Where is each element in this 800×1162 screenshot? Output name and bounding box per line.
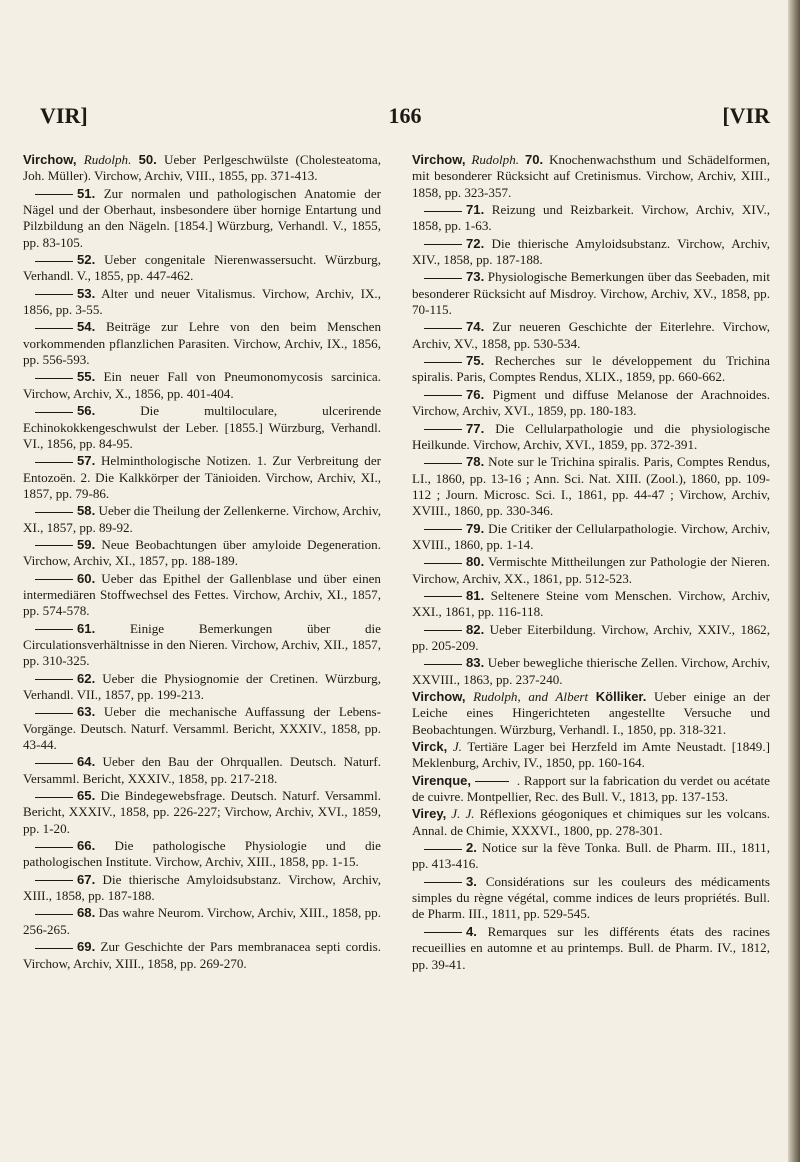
entry-text: Physiologische Bemerkungen über das Seebaden, mit besonderer Rücksicht auf Misdroy. Virchow, Archiv, XV., 1858, pp. 70-115.	[412, 269, 770, 318]
entry-number: 51.	[77, 185, 96, 201]
entry-text: Ueber die Physiognomie der Cretinen. Würzburg, Verhandl. VII., 1857, pp. 199-213.	[23, 670, 381, 702]
bibliography-entry	[23, 319, 381, 368]
entry-author: Virck,	[412, 739, 448, 755]
entry-author: Virchow,	[412, 689, 466, 704]
entry-number: 62.	[77, 670, 96, 686]
ditto-dash	[424, 563, 462, 564]
bibliography-entry	[23, 369, 381, 402]
ditto-dash	[35, 679, 73, 680]
ditto-dash	[35, 378, 73, 379]
bibliography-entry	[412, 773, 770, 806]
entry-number: 78.	[466, 454, 485, 470]
entry-number: 73.	[466, 269, 485, 285]
entry-text: Recherches sur le développement du Trichina spiralis. Paris, Comptes Rendus, XLIX., 1859, pp. 660-662.	[412, 353, 770, 385]
ditto-dash	[424, 932, 462, 933]
entry-text: Die pathologische Physiologie und die pathologischen Institute. Virchow, Archiv, XIII., 1858, pp. 1-15.	[23, 838, 381, 870]
bibliography-entry	[23, 252, 381, 285]
bibliography-entry	[412, 387, 770, 420]
bibliography-entry	[23, 621, 381, 670]
ditto-dash	[35, 763, 73, 764]
entry-text: Ueber den Bau der Ohrquallen. Deutsch. Naturf. Versamml. Bericht, XXXIV., 1858, pp. 217-218.	[23, 754, 381, 786]
entry-text: . Rapport sur la fabrication du verdet ou acétate de cuivre. Montpellier, Rec. des Bull. V., 1813, pp. 137-153.	[412, 772, 770, 805]
entry-text: Zur Geschichte der Pars membranacea septi cordis. Virchow, Archiv, XIII., 1858, pp. 269-270.	[23, 939, 381, 971]
entry-number: 2.	[466, 840, 477, 856]
entry-number: 56.	[77, 403, 96, 419]
ditto-dash	[424, 362, 462, 363]
header-left: VIR]	[40, 103, 88, 128]
entry-number: 63.	[77, 704, 96, 720]
ditto-dash	[35, 328, 73, 329]
entry-text: Die Cellularpathologie und die physiologische Heilkunde. Virchow, Archiv, XVI., 1859, pp. 372-391.	[412, 420, 770, 452]
entry-number: 83.	[466, 655, 485, 671]
entry-text: Ueber die mechanische Auffassung der Lebens-Vorgänge. Deutsch. Naturf. Versamml. Bericht, XXXIV., 1858, pp. 43-44.	[23, 704, 381, 753]
entry-author-forename: Rudolph.	[471, 152, 520, 167]
entry-author-2: Kölliker.	[595, 689, 647, 704]
entry-text: Neue Beobachtungen über amyloide Degeneration. Virchow, Archiv, XI., 1857, pp. 188-189.	[23, 536, 381, 569]
bibliography-entry	[412, 806, 770, 839]
entry-text: Knochenwachsthum und Schädelformen, mit besonderer Rücksicht auf Cretinismus. Virchow, Archiv, XIII., 1858, pp. 323-357.	[412, 152, 770, 200]
entry-text: Alter und neuer Vitalismus. Virchow, Archiv, IX., 1856, pp. 3-55.	[23, 285, 381, 318]
entry-text: Considérations sur les couleurs des médicaments simples du règne végétal, comme indices de leurs propriétés. Bull. de Pharm. III., 1811, pp. 529-545.	[412, 873, 770, 922]
entry-number: 57.	[77, 453, 96, 469]
ditto-dash	[424, 429, 462, 430]
bibliography-entry	[412, 319, 770, 352]
ditto-dash	[475, 781, 509, 782]
ditto-dash	[424, 278, 462, 279]
entry-number: 71.	[466, 202, 485, 218]
bibliography-entry	[23, 838, 381, 871]
entry-text: Die thierische Amyloidsubstanz. Virchow, Archiv, XIV., 1858, pp. 187-188.	[412, 235, 770, 268]
entry-text: Remarques sur les différents états des racines recueillies en automne et au printemps. Bull. de Pharm. IV., 1812, pp. 39-41.	[412, 923, 770, 972]
bibliography-entry	[412, 924, 770, 973]
bibliography-entry	[23, 872, 381, 905]
entry-text: Ueber Perlgeschwülste (Cholesteatoma, Joh. Müller). Virchow, Archiv, VIII., 1855, pp. 371-413.	[23, 152, 382, 184]
entry-author: Virey,	[412, 806, 447, 822]
left-column	[23, 152, 381, 973]
ditto-dash	[35, 880, 73, 881]
bibliography-entry	[23, 671, 381, 704]
bibliography-entry	[23, 286, 381, 319]
ditto-dash	[35, 948, 73, 949]
bibliography-entry	[412, 622, 770, 655]
entry-author: Virchow,	[412, 152, 466, 167]
bibliography-entry	[23, 704, 381, 753]
bibliography-entry	[23, 453, 381, 502]
entry-number: 81.	[466, 587, 485, 603]
entry-number: 76.	[466, 386, 485, 402]
bibliography-entry	[23, 503, 381, 536]
entry-number: 70.	[524, 152, 544, 167]
right-column	[412, 152, 770, 974]
bibliography-entry	[23, 537, 381, 570]
ditto-dash	[424, 664, 462, 665]
ditto-dash	[35, 797, 73, 798]
ditto-dash	[35, 579, 73, 580]
ditto-dash	[424, 529, 462, 530]
entry-text: Die Bindegewebsfrage. Deutsch. Naturf. Versamml. Bericht, XXXIV., 1858, pp. 226-227; Virchow, Archiv, XVI., 1859, pp. 1-20.	[23, 788, 381, 836]
bibliography-entry	[23, 905, 381, 938]
ditto-dash	[35, 914, 73, 915]
ditto-dash	[35, 294, 73, 295]
entry-text: Ueber die Theilung der Zellenkerne. Virchow, Archiv, XI., 1857, pp. 89-92.	[23, 503, 382, 535]
entry-number: 65.	[77, 788, 96, 804]
entry-number: 75.	[466, 353, 485, 369]
header-right: [VIR	[722, 103, 770, 128]
entry-number: 74.	[466, 319, 485, 335]
entry-text: Notice sur la fève Tonka. Bull. de Pharm. III., 1811, pp. 413-416.	[412, 840, 770, 872]
entry-number: 50.	[138, 152, 157, 167]
entry-number: 52.	[77, 252, 96, 268]
entry-text: Ueber congenitale Nierenwassersucht. Würzburg, Verhandl. V., 1855, pp. 447-462.	[23, 252, 381, 284]
ditto-dash	[35, 412, 73, 413]
bibliography-entry	[412, 588, 770, 621]
entry-text: Zur neueren Geschichte der Eiterlehre. Virchow, Archiv, XV., 1858, pp. 530-534.	[412, 319, 770, 351]
entry-text: Seltenere Steine vom Menschen. Virchow, Archiv, XXI., 1861, pp. 116-118.	[412, 587, 770, 620]
entry-author-forename: Rudolph.	[83, 152, 132, 167]
entry-number: 68.	[77, 905, 96, 921]
ditto-dash	[424, 882, 462, 883]
ditto-dash	[35, 629, 73, 630]
entry-text: Helminthologische Notizen. 1. Zur Verbreitung der Entozoën. 2. Die Kalkkörper der Tänioiden. Virchow, Archiv, XI., 1857, pp. 79-86.	[23, 453, 381, 501]
bibliography-entry	[23, 571, 381, 620]
bibliography-entry	[412, 152, 770, 201]
entry-number: 77.	[466, 420, 485, 436]
entry-text: Réflexions géogoniques et chimiques sur les volcans. Annal. de Chimie, XXXVI., 1800, pp. 278-301.	[412, 806, 770, 838]
entry-number: 53.	[77, 285, 96, 301]
ditto-dash	[424, 395, 462, 396]
ditto-dash	[424, 849, 462, 850]
entry-number: 60.	[77, 570, 96, 586]
entry-number: 58.	[77, 503, 96, 519]
entry-text: Das wahre Neurom. Virchow, Archiv, XIII., 1858, pp. 256-265.	[23, 905, 381, 937]
entry-text: Reizung und Reizbarkeit. Virchow, Archiv, XIV., 1858, pp. 1-63.	[412, 202, 771, 234]
ditto-dash	[424, 211, 462, 212]
entry-number: 72.	[466, 235, 485, 251]
bibliography-entry	[23, 788, 381, 837]
entry-text: Ueber bewegliche thierische Zellen. Virchow, Archiv, XXVIII., 1863, pp. 237-240.	[412, 655, 770, 687]
bibliography-entry	[412, 454, 770, 519]
ditto-dash	[424, 596, 462, 597]
bibliography-entry	[412, 655, 770, 688]
entry-number: 54.	[77, 319, 96, 335]
entry-number: 79.	[466, 520, 485, 536]
bibliography-entry	[23, 754, 381, 787]
ditto-dash	[424, 463, 462, 464]
entry-text: Tertiäre Lager bei Herzfeld im Amte Neustadt. [1849.] Meklenburg, Archiv, IV., 1850, pp. 160-164.	[412, 739, 770, 771]
ditto-dash	[424, 328, 462, 329]
ditto-dash	[424, 244, 462, 245]
entry-text: Vermischte Mittheilungen zur Pathologie der Nieren. Virchow, Archiv, XX., 1861, pp. 512-523.	[412, 554, 770, 586]
ditto-dash	[424, 630, 462, 631]
entry-text: Ueber einige an der Leiche eines Hingerichteten angestellte Versuche und Beobachtungen. Würzburg, Verhandl. I., 1850, pp. 318-321.	[412, 689, 770, 737]
bibliography-entry	[412, 353, 770, 386]
entry-text: Pigment und diffuse Melanose der Arachnoides. Virchow, Archiv, XVI., 1859, pp. 180-183.	[412, 386, 770, 419]
bibliography-entry	[412, 874, 770, 923]
entry-author-forename: Rudolph, and Albert	[473, 689, 589, 704]
entry-number: 64.	[77, 754, 96, 770]
bibliography-entry	[23, 152, 381, 185]
entry-text: Ueber das Epithel der Gallenblase und über einen intermediären Stoffwechsel des Fettes. Virchow, Archiv, XI., 1857, pp. 574-578.	[23, 570, 381, 619]
ditto-dash	[35, 512, 73, 513]
bibliography-entry	[412, 554, 770, 587]
entry-author-forename: J. J.	[451, 806, 475, 822]
entry-text: Note sur le Trichina spiralis. Paris, Comptes Rendus, LI., 1860, pp. 13-16 ; Ann. Sci. Nat. XIII. (Zool.), 1860, pp. 109-112 ; Journ. Microsc. Sci. I., 1861, pp. 44-47 ; Virchow, Archiv, XVIII., 1860, pp. 330-346.	[412, 454, 770, 519]
bibliography-entry	[412, 689, 770, 738]
entry-number: 59.	[77, 536, 96, 552]
bibliography-entry	[23, 939, 381, 972]
entry-number: 4.	[466, 923, 477, 939]
entry-text: Ueber Eiterbildung. Virchow, Archiv, XXIV., 1862, pp. 205-209.	[412, 621, 771, 653]
bibliography-entry	[412, 840, 770, 873]
entry-text: Einige Bemerkungen über die Circulationsverhältnisse in den Nieren. Virchow, Archiv, XII., 1857, pp. 310-325.	[23, 620, 381, 669]
entry-text: Die multiloculare, ulcerirende Echinokokkengeschwulst der Leber. [1855.] Würzburg, Verhandl. VI., 1856, pp. 84-95.	[23, 403, 382, 451]
entry-text: Die Critiker der Cellularpathologie. Virchow, Archiv, XVIII., 1860, pp. 1-14.	[412, 520, 770, 552]
entry-author: Virchow,	[23, 152, 77, 167]
entry-number: 80.	[466, 554, 485, 570]
entry-number: 55.	[77, 369, 96, 385]
ditto-dash	[35, 261, 73, 262]
bibliography-entry	[412, 269, 770, 318]
ditto-dash	[35, 545, 73, 546]
entry-number: 66.	[77, 838, 96, 854]
entry-author-forename: J.	[452, 739, 462, 755]
entry-text: Die thierische Amyloidsubstanz. Virchow, Archiv, XIII., 1858, pp. 187-188.	[23, 871, 381, 904]
page-number: 166	[388, 103, 422, 128]
ditto-dash	[35, 194, 73, 195]
entry-number: 67.	[77, 871, 96, 887]
page-edge	[788, 0, 800, 1162]
entry-number: 69.	[77, 939, 96, 955]
entry-number: 61.	[77, 620, 96, 636]
bibliography-entry	[23, 403, 381, 452]
entry-number: 82.	[466, 621, 485, 637]
ditto-dash	[35, 462, 73, 463]
bibliography-entry	[412, 739, 770, 772]
running-header	[40, 103, 770, 133]
ditto-dash	[35, 847, 73, 848]
entry-text: Beiträge zur Lehre von den beim Menschen vorkommenden pflanzlichen Parasiten. Virchow, Archiv, IX., 1856, pp. 556-593.	[23, 319, 381, 368]
bibliography-entry	[412, 236, 770, 269]
entry-number: 3.	[466, 873, 477, 889]
entry-text: Ein neuer Fall von Pneumonomycosis sarcinica. Virchow, Archiv, X., 1856, pp. 401-404.	[23, 369, 381, 401]
entry-text: Zur normalen und pathologischen Anatomie der Nägel und der Oberhaut, insbesondere über hornige Entartung und Pilzbildung an den Nägeln. [1854.] Würzburg, Verhandl. V., 1855, pp. 83-105.	[23, 185, 381, 250]
bibliography-entry	[412, 421, 770, 454]
entry-author: Virenque,	[412, 772, 472, 788]
ditto-dash	[35, 713, 73, 714]
bibliography-entry	[412, 202, 770, 235]
bibliography-entry	[23, 186, 381, 251]
bibliography-entry	[412, 521, 770, 554]
